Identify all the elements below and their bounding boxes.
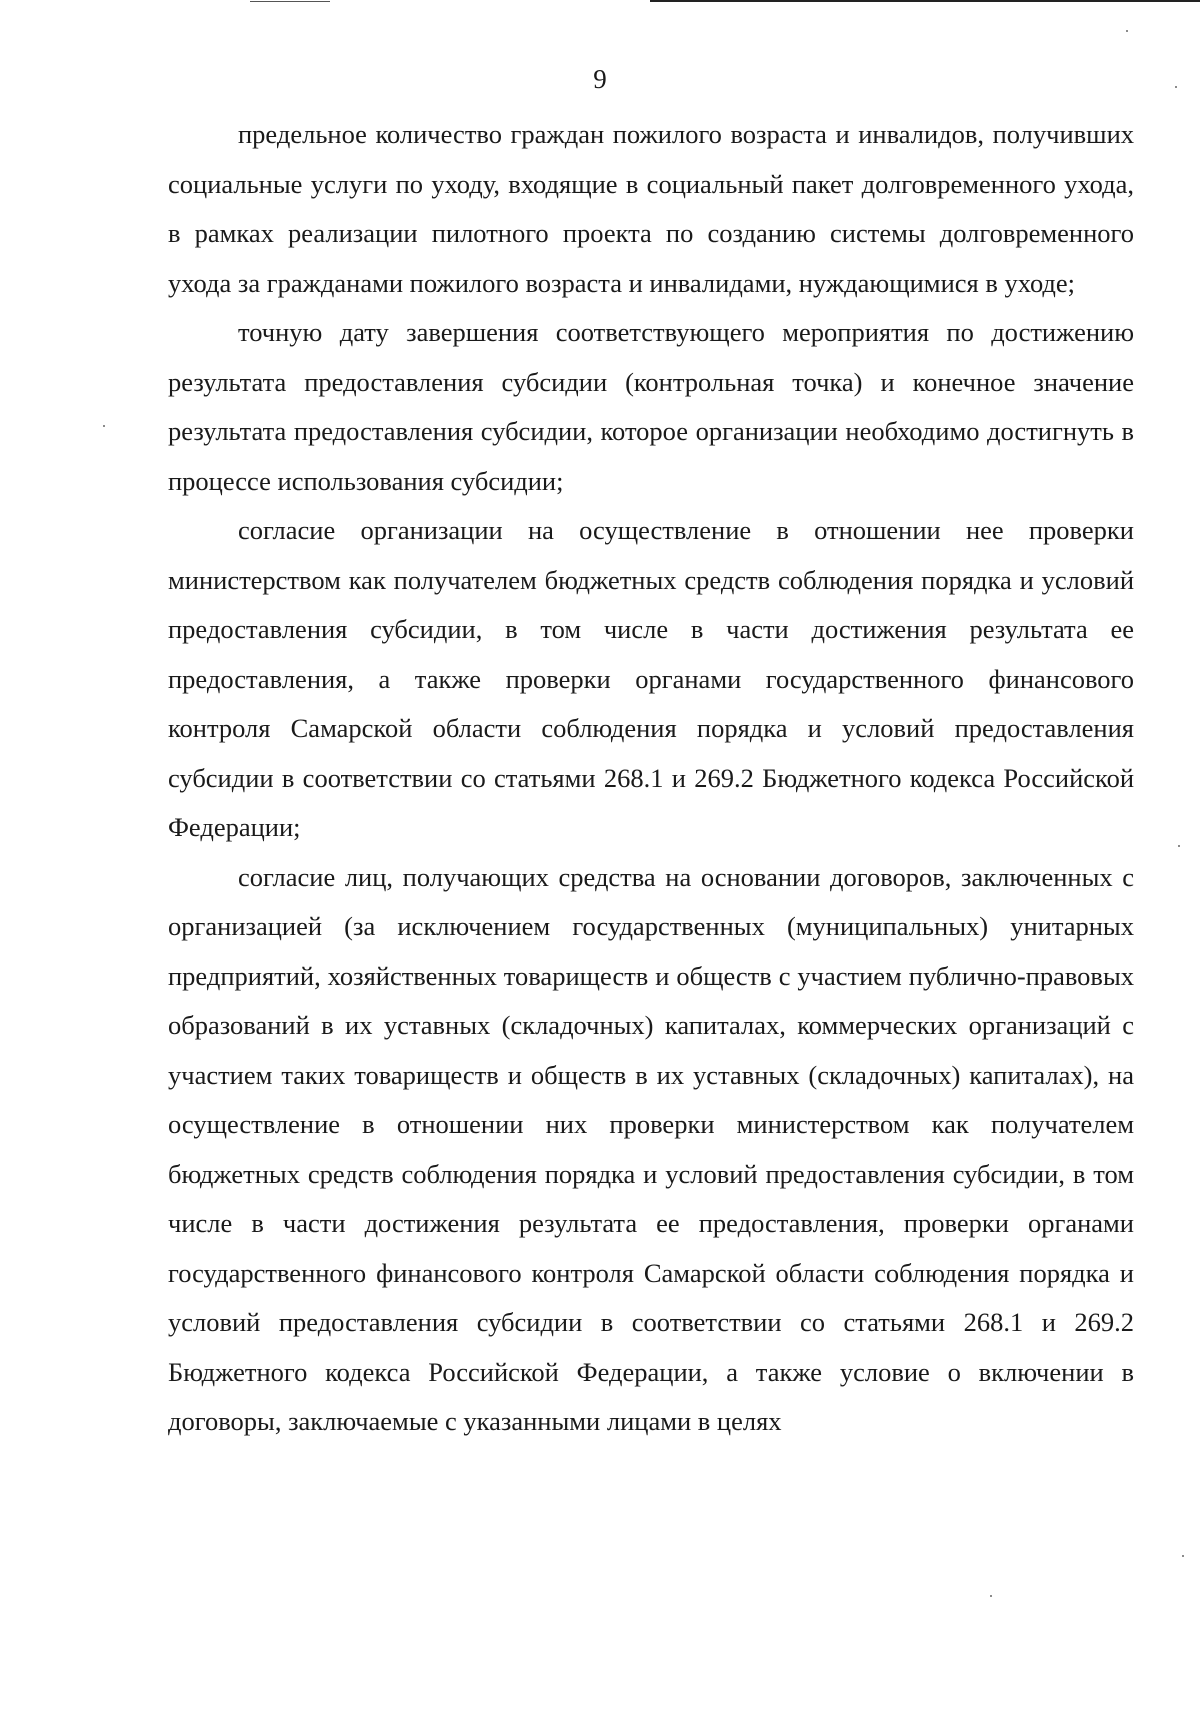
scan-speck xyxy=(1175,86,1177,88)
document-body xyxy=(168,110,1134,1447)
top-edge-rule xyxy=(650,0,690,2)
scan-speck xyxy=(1182,1555,1184,1557)
scan-speck xyxy=(1126,30,1128,32)
top-edge-rule xyxy=(250,1,330,2)
paragraph-3: согласие организации на осуществление в отношении нее проверки министерством как получателем бюджетных средств соблюдения порядка и условий предоставления субсидии, в том числе в части достижения результата ее предоставления, а также проверки органами государственного финансового контроля Самарской области соблюдения порядка и условий предоставления субсидии в соответствии со статьями 268.1 и 269.2 Бюджетного кодекса Российской Федерации; xyxy=(168,515,1134,842)
paragraph-1: предельное количество граждан пожилого возраста и инвалидов, получивших социальные услуги по уходу, входящие в социальный пакет долговременного ухода, в рамках реализации пилотного проекта по созданию системы долговременного ухода за гражданами пожилого возраста и инвалидами, нуждающимися в уходе; xyxy=(168,119,1134,298)
page-number: 9 xyxy=(593,64,607,94)
scan-speck xyxy=(1178,845,1180,847)
paragraph-4: согласие лиц, получающих средства на основании договоров, заключенных с организацией (за исключением государственных (муниципальных) унитарных предприятий, хозяйственных товариществ и обществ с участием публично-правовых образований в их уставных (складочных) капиталах, коммерческих организаций с участием таких товариществ и обществ в их уставных (складочных) капиталах), на осуществление в отношении них проверки министерством как получателем бюджетных средств соблюдения порядка и условий предоставления субсидии, в том числе в части достижения результата ее предоставления, проверки органами государственного финансового контроля Самарской области соблюдения порядка и условий предоставления субсидии в соответствии со статьями 268.1 и 269.2 Бюджетного кодекса Российской Федерации, а также условие о включении в договоры, заключаемые с указанными лицами в целях xyxy=(168,861,1134,1436)
top-edge-rule xyxy=(690,0,1200,2)
scan-speck xyxy=(990,1595,992,1597)
scan-speck xyxy=(103,425,105,427)
paragraph-2: точную дату завершения соответствующего мероприятия по достижению результата предоставления субсидии (контрольная точка) и конечное значение результата предоставления субсидии, которое организации необходимо достигнуть в процессе использования субсидии; xyxy=(168,317,1134,496)
